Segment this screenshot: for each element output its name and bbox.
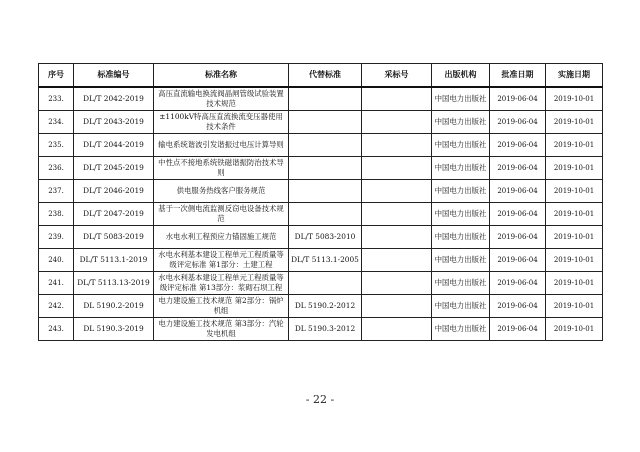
cell-code: DL/T 2047-2019: [74, 203, 154, 226]
header-effective: 实施日期: [546, 64, 603, 88]
cell-no: 235.: [39, 134, 74, 157]
standards-table-container: [38, 63, 603, 341]
cell-approved: 2019-06-04: [490, 249, 546, 272]
cell-name: 中性点不接地系统铁磁谐振防治技术导则: [154, 157, 289, 180]
cell-effective: 2019-10-01: [546, 203, 603, 226]
cell-adopted: [362, 157, 432, 180]
cell-effective: 2019-10-01: [546, 180, 603, 203]
header-no: 序号: [39, 64, 74, 88]
cell-no: 236.: [39, 157, 74, 180]
cell-effective: 2019-10-01: [546, 87, 603, 111]
table-row: [39, 87, 603, 111]
cell-adopted: [362, 318, 432, 341]
header-code: 标准编号: [74, 64, 154, 88]
cell-adopted: [362, 203, 432, 226]
cell-approved: 2019-06-04: [490, 295, 546, 318]
cell-no: 242.: [39, 295, 74, 318]
cell-publisher: 中国电力出版社: [432, 203, 490, 226]
table-row: [39, 295, 603, 318]
cell-replaces: DL 5190.3-2012: [289, 318, 362, 341]
table-row: [39, 157, 603, 180]
cell-name: 高压直流输电换流阀晶闸管级试验装置技术规范: [154, 87, 289, 111]
cell-name: 电力建设施工技术规范 第3部分：汽轮发电机组: [154, 318, 289, 341]
standards-table: [38, 63, 603, 341]
cell-publisher: 中国电力出版社: [432, 180, 490, 203]
cell-approved: 2019-06-04: [490, 203, 546, 226]
table-row: [39, 272, 603, 295]
cell-code: DL 5190.3-2019: [74, 318, 154, 341]
cell-replaces: [289, 203, 362, 226]
cell-effective: 2019-10-01: [546, 226, 603, 249]
cell-approved: 2019-06-04: [490, 157, 546, 180]
cell-adopted: [362, 87, 432, 111]
cell-adopted: [362, 226, 432, 249]
cell-approved: 2019-06-04: [490, 87, 546, 111]
cell-name: 基于一次侧电流监测反窃电设备技术规范: [154, 203, 289, 226]
cell-adopted: [362, 272, 432, 295]
cell-code: DL 5190.2-2019: [74, 295, 154, 318]
cell-adopted: [362, 111, 432, 134]
cell-effective: 2019-10-01: [546, 111, 603, 134]
cell-effective: 2019-10-01: [546, 134, 603, 157]
cell-code: DL/T 2042-2019: [74, 87, 154, 111]
table-row: [39, 226, 603, 249]
cell-publisher: 中国电力出版社: [432, 318, 490, 341]
cell-replaces: [289, 180, 362, 203]
cell-name: 输电系统谐波引发谐振过电压计算导则: [154, 134, 289, 157]
cell-code: DL/T 2043-2019: [74, 111, 154, 134]
cell-approved: 2019-06-04: [490, 134, 546, 157]
table-row: [39, 318, 603, 341]
cell-replaces: DL/T 5083-2010: [289, 226, 362, 249]
cell-no: 239.: [39, 226, 74, 249]
cell-no: 233.: [39, 87, 74, 111]
header-replaces: 代替标准: [289, 64, 362, 88]
cell-no: 237.: [39, 180, 74, 203]
cell-no: 238.: [39, 203, 74, 226]
cell-replaces: [289, 157, 362, 180]
table-row: [39, 180, 603, 203]
cell-adopted: [362, 295, 432, 318]
cell-name: 供电服务热线客户服务规范: [154, 180, 289, 203]
cell-replaces: [289, 272, 362, 295]
cell-name: 水电水利基本建设工程单元工程质量等级评定标准 第1部分：土建工程: [154, 249, 289, 272]
cell-effective: 2019-10-01: [546, 318, 603, 341]
table-row: [39, 249, 603, 272]
page-number: - 22 -: [305, 393, 335, 406]
cell-effective: 2019-10-01: [546, 249, 603, 272]
cell-code: DL/T 5113.13-2019: [74, 272, 154, 295]
cell-publisher: 中国电力出版社: [432, 226, 490, 249]
cell-effective: 2019-10-01: [546, 272, 603, 295]
cell-publisher: 中国电力出版社: [432, 111, 490, 134]
cell-code: DL/T 5113.1-2019: [74, 249, 154, 272]
table-row: [39, 203, 603, 226]
cell-name: 水电水利基本建设工程单元工程质量等级评定标准 第13部分：浆砌石坝工程: [154, 272, 289, 295]
header-approved: 批准日期: [490, 64, 546, 88]
cell-publisher: 中国电力出版社: [432, 295, 490, 318]
cell-name: 电力建设施工技术规范 第2部分：锅炉机组: [154, 295, 289, 318]
cell-publisher: 中国电力出版社: [432, 272, 490, 295]
cell-no: 243.: [39, 318, 74, 341]
cell-approved: 2019-06-04: [490, 111, 546, 134]
header-publisher: 出版机构: [432, 64, 490, 88]
cell-adopted: [362, 134, 432, 157]
cell-adopted: [362, 180, 432, 203]
header-name: 标准名称: [154, 64, 289, 88]
cell-approved: 2019-06-04: [490, 226, 546, 249]
cell-publisher: 中国电力出版社: [432, 87, 490, 111]
cell-name: ±1100kV特高压直流换流变压器使用技术条件: [154, 111, 289, 134]
cell-no: 240.: [39, 249, 74, 272]
cell-replaces: DL 5190.2-2012: [289, 295, 362, 318]
header-adopted: 采标号: [362, 64, 432, 88]
cell-effective: 2019-10-01: [546, 157, 603, 180]
cell-publisher: 中国电力出版社: [432, 157, 490, 180]
table-row: [39, 111, 603, 134]
cell-name: 水电水利工程预应力锚固施工规范: [154, 226, 289, 249]
cell-code: DL/T 2045-2019: [74, 157, 154, 180]
table-header-row: [39, 64, 603, 88]
cell-code: DL/T 2044-2019: [74, 134, 154, 157]
cell-replaces: [289, 134, 362, 157]
table-row: [39, 134, 603, 157]
cell-effective: 2019-10-01: [546, 295, 603, 318]
cell-replaces: DL/T 5113.1-2005: [289, 249, 362, 272]
cell-approved: 2019-06-04: [490, 272, 546, 295]
cell-replaces: [289, 111, 362, 134]
cell-approved: 2019-06-04: [490, 318, 546, 341]
cell-no: 234.: [39, 111, 74, 134]
cell-code: DL/T 5083-2019: [74, 226, 154, 249]
cell-replaces: [289, 87, 362, 111]
cell-code: DL/T 2046-2019: [74, 180, 154, 203]
cell-publisher: 中国电力出版社: [432, 249, 490, 272]
cell-approved: 2019-06-04: [490, 180, 546, 203]
cell-no: 241.: [39, 272, 74, 295]
cell-publisher: 中国电力出版社: [432, 134, 490, 157]
cell-adopted: [362, 249, 432, 272]
